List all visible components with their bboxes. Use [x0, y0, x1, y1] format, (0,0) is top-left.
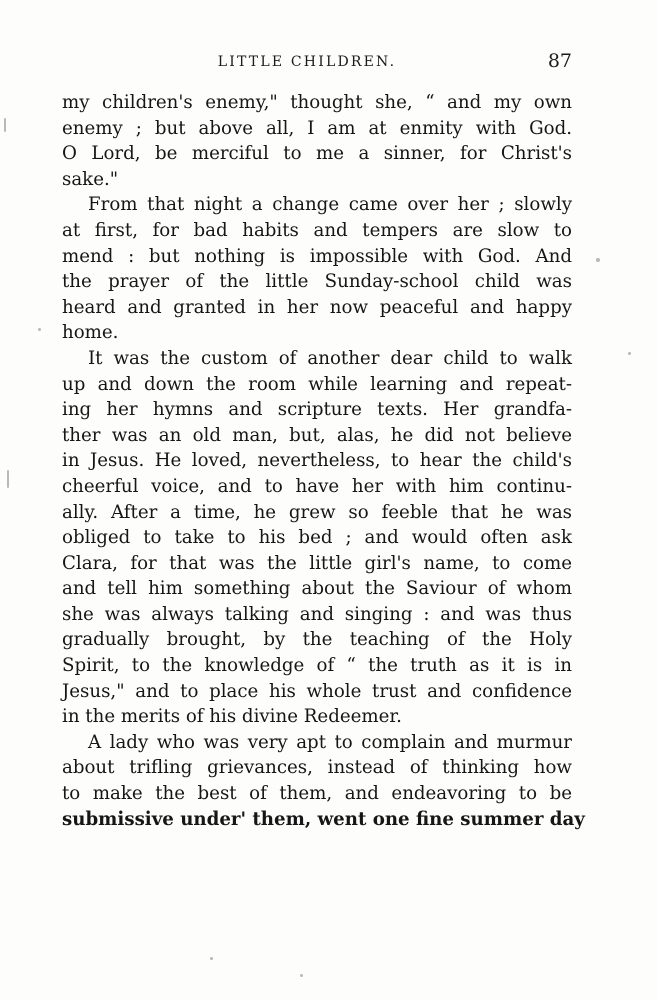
text-line: mend : but nothing is impossible with God. And — [62, 245, 572, 267]
text-line: to make the best of them, and endeavoring to be — [62, 783, 572, 805]
text-line: Clara, for that was the little girl's name, to come — [62, 552, 572, 574]
paper-speck — [596, 258, 600, 262]
running-head: LITTLE CHILDREN. — [217, 54, 397, 70]
page-body — [62, 90, 585, 832]
text-line: cheerful voice, and to have her with him continu- — [62, 475, 572, 497]
paper-speck — [300, 974, 303, 977]
paper-speck — [628, 352, 631, 355]
paper-speck — [7, 470, 9, 488]
text-line: Spirit, to the knowledge of “ the truth as it is in — [62, 655, 572, 677]
text-line: home. — [62, 322, 119, 344]
text-line: sake." — [62, 168, 119, 190]
text-line: ally. After a time, he grew so feeble that he was — [62, 501, 572, 523]
text-line: enemy ; but above all, I am at enmity with God. — [62, 117, 572, 139]
paragraph-first-line: It was the custom of another dear child to walk — [88, 347, 572, 369]
text-line: she was always talking and singing : and was thus — [62, 603, 572, 625]
paragraph-first-line: A lady who was very apt to complain and murmur — [88, 731, 572, 753]
text-line: about trifling grievances, instead of thinking how — [62, 757, 572, 779]
paragraph-first-line: From that night a change came over her ; slowly — [88, 194, 572, 216]
text-line: at first, for bad habits and tempers are slow to — [62, 219, 572, 241]
text-line: and tell him something about the Saviour of whom — [62, 578, 572, 600]
page-number: 87 — [547, 50, 572, 72]
text-line: my children's enemy," thought she, “ and my own — [62, 92, 572, 113]
paper-speck — [210, 957, 213, 960]
text-line: Jesus," and to place his whole trust and confidence — [62, 680, 572, 702]
paper-speck — [4, 118, 6, 132]
text-line: obliged to take to his bed ; and would often ask — [62, 527, 572, 549]
text-line: submissive under' them, went one fine summer day — [62, 808, 585, 830]
text-line: the prayer of the little Sunday-school child was — [62, 271, 572, 293]
text-line: up and down the room while learning and repeat- — [62, 373, 572, 395]
page-header — [62, 52, 572, 76]
text-line: gradually brought, by the teaching of the Holy — [62, 629, 572, 651]
text-line: O Lord, be merciful to me a sinner, for Christ's — [62, 143, 572, 165]
text-line: ther was an old man, but, alas, he did not believe — [62, 424, 572, 446]
text-line: in the merits of his divine Redeemer. — [62, 706, 402, 728]
text-line: ing her hymns and scripture texts. Her grandfa- — [62, 399, 572, 421]
text-line: heard and granted in her now peaceful and happy — [62, 296, 572, 318]
paper-speck — [38, 328, 41, 331]
text-line: in Jesus. He loved, nevertheless, to hear the child's — [62, 450, 572, 472]
